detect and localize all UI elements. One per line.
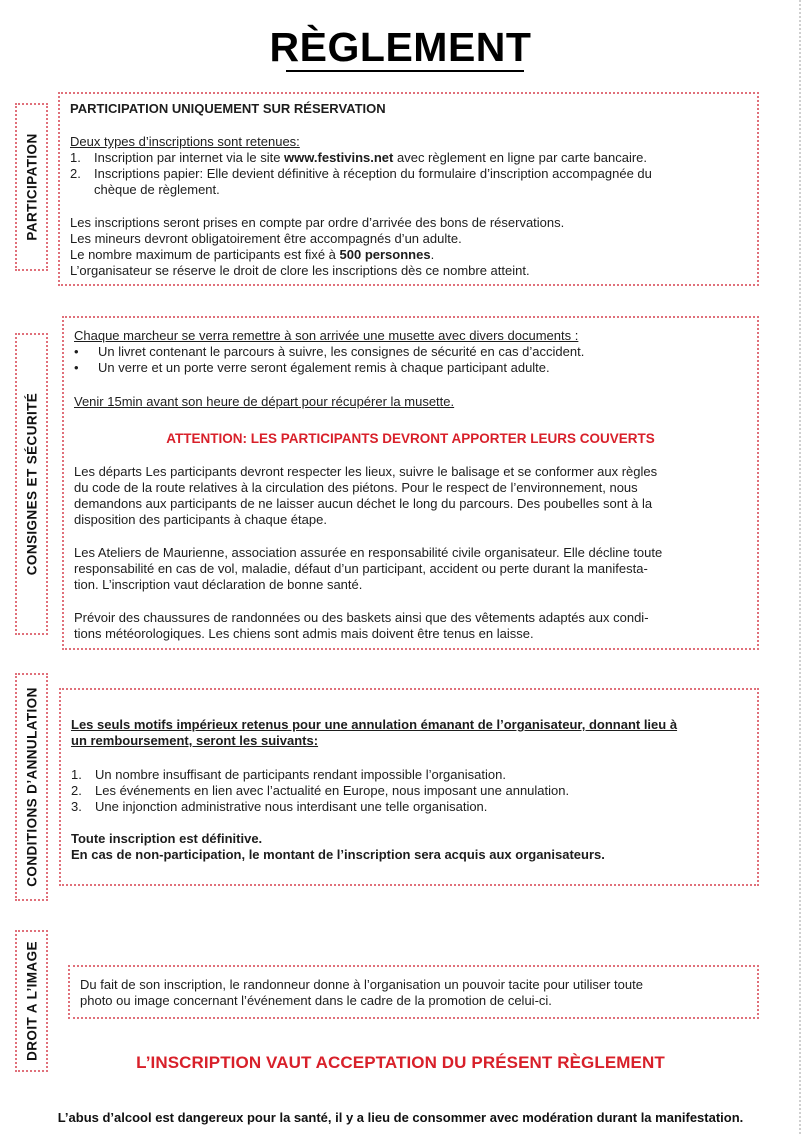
list-item-continuation: chèque de règlement. — [94, 182, 220, 197]
tab-label: CONDITIONS D’ANNULATION — [24, 687, 39, 887]
tab-consignes — [15, 333, 48, 635]
acceptance-notice: L’INSCRIPTION VAUT ACCEPTATION DU PRÉSENT RÈGLEMENT — [136, 1053, 665, 1072]
paragraph-line: tions météorologiques. Les chiens sont admis mais doivent être tenus en laisse. — [74, 626, 534, 641]
paragraph-line: du code de la route relatives à la circulation des piétons. Pour le respect de l’environnement, nous — [74, 480, 638, 495]
list-item: 1. Inscription par internet via le site www.festivins.net avec règlement en ligne par carte bancaire. — [70, 150, 648, 165]
final-statement: Toute inscription est définitive. — [71, 831, 263, 846]
paragraph: Les mineurs devront obligatoirement être accompagnés d’un adulte. — [70, 231, 462, 246]
paragraph: L’organisateur se réserve le droit de clore les inscriptions dès ce nombre atteint. — [70, 263, 530, 278]
paragraph-line: tion. L’inscription vaut déclaration de bonne santé. — [74, 577, 363, 592]
list-item: 2. Les événements en lien avec l’actualité en Europe, nous imposant une annulation. — [71, 783, 570, 798]
bullet-icon: • — [74, 344, 79, 359]
attention-notice: ATTENTION: LES PARTICIPANTS DEVRONT APPORTER LEURS COUVERTS — [166, 431, 655, 446]
inscription-types-title: Deux types d’inscriptions sont retenues: — [70, 134, 300, 149]
list-item: 2. Inscriptions papier: Elle devient définitive à réception du formulaire d’inscription accompagnée du — [70, 166, 652, 181]
tab-annulation — [15, 673, 48, 901]
website-link[interactable]: www.festivins.net — [284, 150, 394, 165]
page-title: RÈGLEMENT — [269, 24, 532, 70]
consignes-box — [62, 316, 759, 650]
paragraph-line: disposition des participants à chaque étape. — [74, 512, 327, 527]
paragraph-line: Du fait de son inscription, le randonneur donne à l’organisation un pouvoir tacite pour utiliser toute — [80, 977, 643, 992]
paragraph-line: responsabilité en cas de vol, maladie, défaut d’un participant, accident ou perte durant la manifesta- — [74, 561, 648, 576]
list-item: 3. Une injonction administrative nous interdisant une telle organisation. — [71, 799, 488, 814]
annulation-heading: un remboursement, seront les suivants: — [71, 733, 319, 748]
tab-label: DROIT A L’IMAGE — [24, 941, 39, 1061]
participation-box — [58, 92, 759, 286]
list-item: 1. Un nombre insuffisant de participants rendant impossible l’organisation. — [71, 767, 506, 782]
paragraph-line: photo ou image concernant l’événement dans le cadre de la promotion de celui-ci. — [80, 993, 552, 1008]
paragraph-line: demandons aux participants de ne laisser aucun déchet le long du parcours. Des poubelles sont à la — [74, 496, 653, 511]
paragraph-line: Les départs Les participants devront respecter les lieux, suivre le balisage et se conformer aux règles — [74, 464, 658, 479]
annulation-heading: Les seuls motifs impérieux retenus pour une annulation émanant de l’organisateur, donnant lieu à — [71, 717, 678, 732]
paragraph: Les inscriptions seront prises en compte par ordre d’arrivée des bons de réservations. — [70, 215, 565, 230]
bullet-icon: • — [74, 360, 79, 375]
paragraph-line: Prévoir des chaussures de randonnées ou des baskets ainsi que des vêtements adaptés aux condi- — [74, 610, 649, 625]
title-underline — [286, 70, 524, 72]
arrival-note: Venir 15min avant son heure de départ pour récupérer la musette. — [74, 394, 455, 409]
annulation-box — [59, 688, 759, 886]
tab-label: CONSIGNES ET SÉCURITÉ — [24, 392, 39, 576]
bullet-item: • Un livret contenant le parcours à suivre, les consignes de sécurité en cas d’accident. — [74, 344, 585, 359]
paragraph-line: Les Ateliers de Maurienne, association assurée en responsabilité civile organisateur. Elle décline toute — [74, 545, 663, 560]
image-rights-box — [68, 965, 759, 1019]
alcohol-warning-footer: L’abus d’alcool est dangereux pour la santé, il y a lieu de consommer avec modération durant la manifestation. — [57, 1110, 744, 1125]
participation-heading: PARTICIPATION UNIQUEMENT SUR RÉSERVATION — [70, 101, 386, 116]
tab-participation — [15, 103, 48, 271]
tab-label: PARTICIPATION — [24, 133, 39, 241]
consignes-intro: Chaque marcheur se verra remettre à son arrivée une musette avec divers documents : — [74, 328, 579, 343]
final-statement: En cas de non-participation, le montant de l’inscription sera acquis aux organisateurs. — [71, 847, 605, 862]
paragraph: Le nombre maximum de participants est fixé à 500 personnes. — [70, 247, 435, 262]
bullet-item: • Un verre et un porte verre seront également remis à chaque participant adulte. — [74, 360, 550, 375]
tab-droit-image — [15, 930, 48, 1072]
